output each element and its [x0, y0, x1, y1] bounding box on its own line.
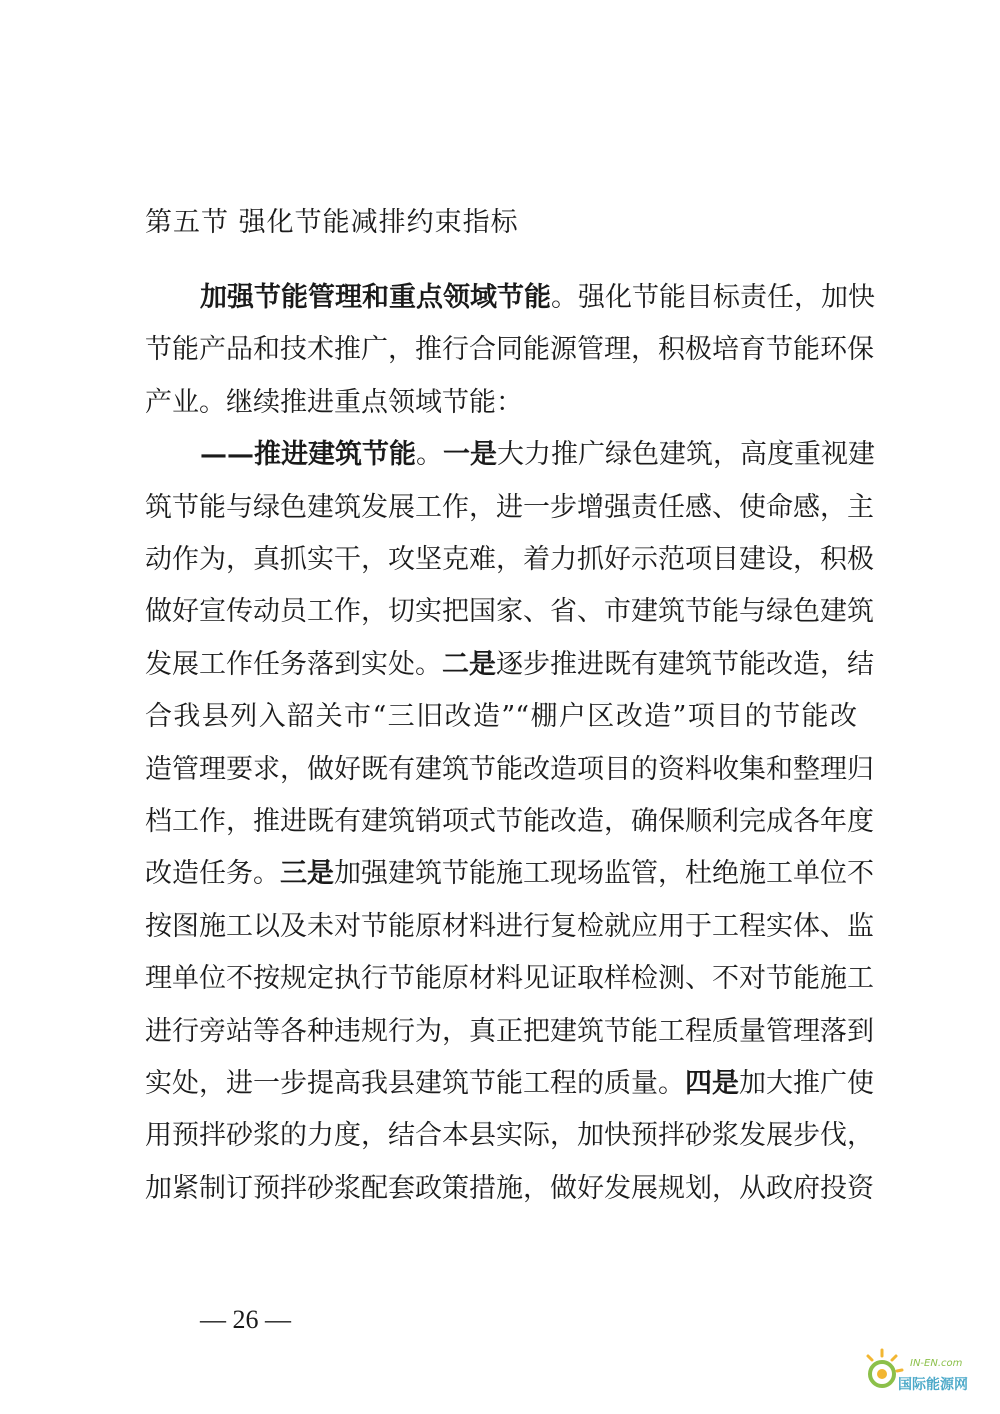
text-line	[145, 377, 857, 429]
bold-text-segment: 二是	[442, 648, 496, 680]
watermark-logo	[858, 1346, 988, 1402]
bold-text-segment: 加强节能管理和重点领域节能	[200, 282, 551, 313]
bold-text-segment: 四是	[685, 1068, 739, 1099]
watermark-text-cn: 国际能源网	[898, 1377, 968, 1393]
text-segment: 用预拌砂浆的力度，结合本县实际，加快预拌砂浆发展步伐，	[145, 1120, 874, 1152]
text-line	[145, 1006, 874, 1058]
text-segment: 进行旁站等各种违规行为，真正把建筑节能工程质量管理落到	[145, 1015, 874, 1047]
text-segment: 理单位不按规定执行节能原材料见证取样检测、不对节能施工	[145, 963, 874, 995]
text-segment: 大力推广绿色建筑，高度重视建	[497, 439, 875, 471]
text-segment: 产业。继续推进重点领域节能：	[145, 386, 523, 418]
text-line	[200, 272, 875, 324]
text-segment: 造管理要求，做好既有建筑节能改造项目的资料收集和整理归	[145, 753, 874, 785]
page-number: — 26 —	[200, 1305, 291, 1334]
text-line	[145, 534, 874, 586]
text-segment: 做好宣传动员工作，切实把国家、省、市建筑节能与绿色建筑	[145, 596, 874, 628]
section-title: 第五节 强化节能减排约束指标	[145, 207, 519, 238]
text-segment: 动作为，真抓实干，攻坚克难，着力抓好示范项目建设，积极	[145, 544, 874, 575]
text-segment: 档工作，推进既有建筑销项式节能改造，确保顺利完成各年度	[145, 806, 874, 837]
text-line	[145, 796, 874, 848]
text-segment: 实处，进一步提高我县建筑节能工程的质量。	[145, 1068, 685, 1099]
text-segment: 按图施工以及未对节能原材料进行复检就应用于工程实体、监	[145, 910, 874, 942]
bold-text-segment: 一是	[443, 439, 497, 471]
text-line	[145, 691, 857, 743]
text-segment: 合我县列入韶关市“三旧改造”“棚户区改造”项目的节能改	[145, 701, 857, 733]
text-line	[145, 324, 874, 376]
bold-text-segment: ——推进建筑节能	[200, 439, 416, 471]
text-segment: 发展工作任务落到实处。	[145, 648, 442, 680]
text-line	[145, 1058, 874, 1110]
text-segment: 逐步推进既有建筑节能改造，结	[496, 648, 874, 680]
text-segment: 加强建筑节能施工现场监管，杜绝施工单位不	[334, 858, 874, 890]
text-line	[145, 901, 874, 953]
text-line	[200, 429, 875, 481]
text-line	[145, 586, 874, 638]
text-line	[145, 482, 874, 534]
text-segment: 。	[416, 439, 443, 471]
text-line	[145, 953, 874, 1005]
text-segment: 筑节能与绿色建筑发展工作，进一步增强责任感、使命感，主	[145, 491, 874, 523]
text-line	[145, 848, 874, 900]
text-segment: 加大推广使	[739, 1068, 874, 1099]
bold-text-segment: 三是	[280, 858, 334, 890]
text-line	[145, 1110, 874, 1162]
text-segment: 。强化节能目标责任，加快	[551, 282, 875, 313]
text-segment: 加紧制订预拌砂浆配套政策措施，做好发展规划，从政府投资	[145, 1172, 874, 1204]
text-segment: 改造任务。	[145, 858, 280, 890]
text-segment: 节能产品和技术推广，推行合同能源管理，积极培育节能环保	[145, 334, 874, 366]
text-line	[145, 744, 874, 796]
text-line	[145, 1163, 874, 1215]
text-line	[145, 639, 874, 691]
watermark-text-en: IN-EN.com	[910, 1358, 963, 1369]
